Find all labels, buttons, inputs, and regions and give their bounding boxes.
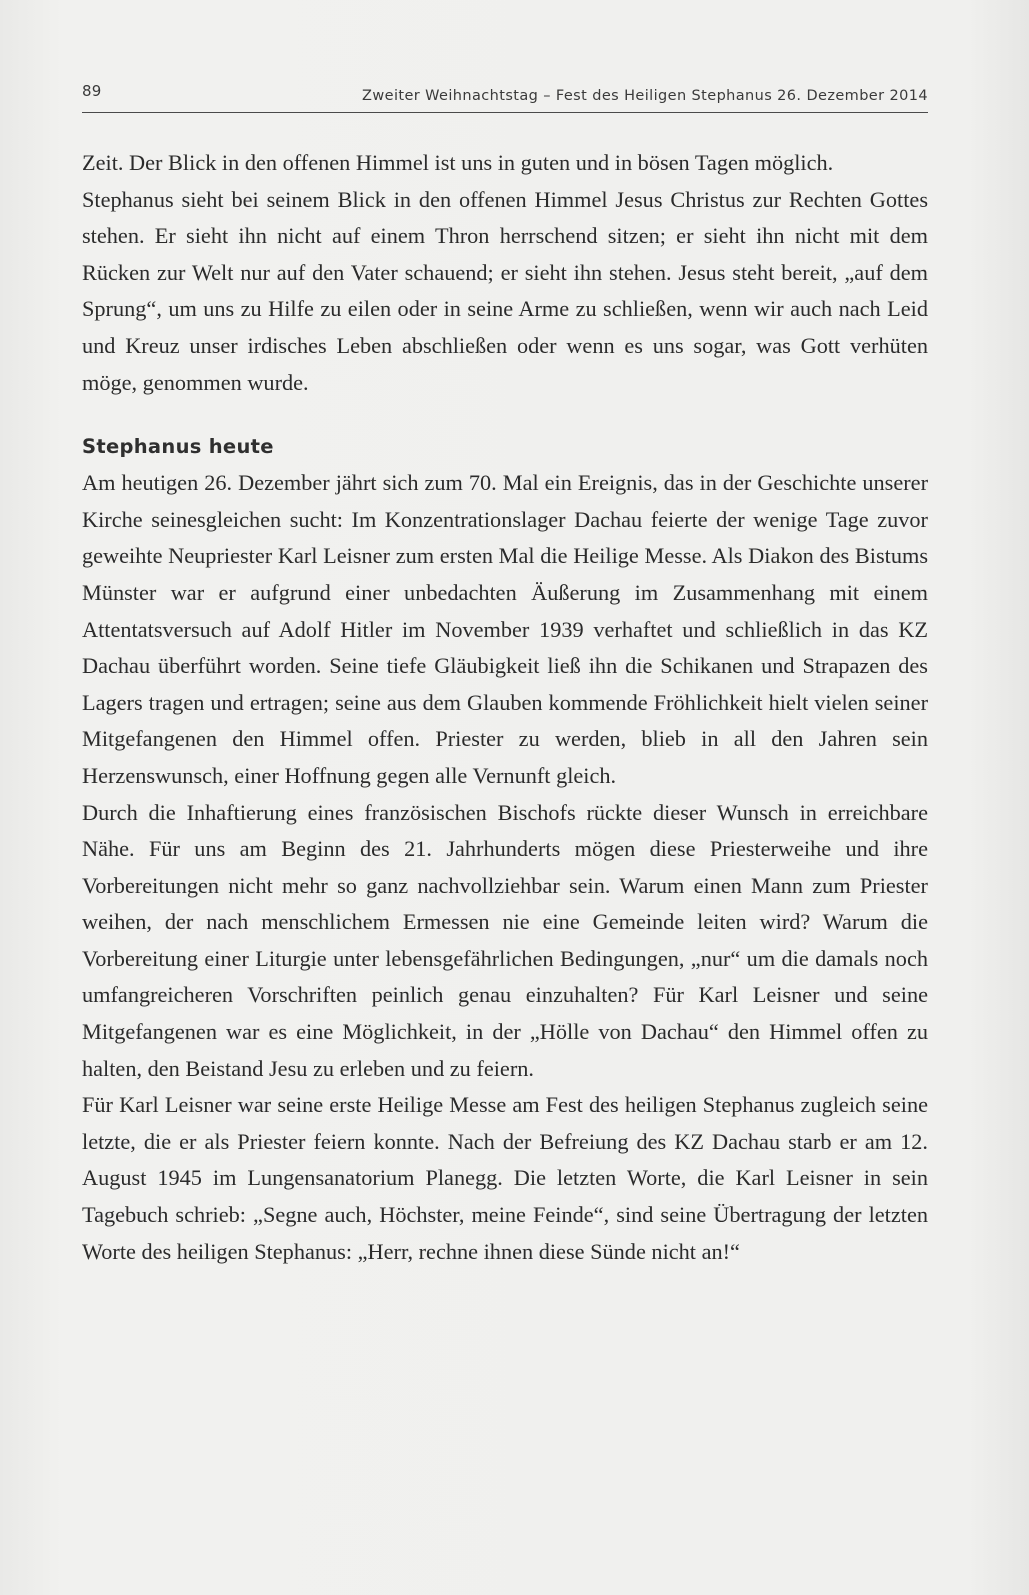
section-heading: Stephanus heute	[82, 435, 274, 459]
running-title: Zweiter Weihnachtstag – Fest des Heiligen Stephanus 26. Dezember 2014	[362, 88, 928, 104]
paragraph: Für Karl Leisner war seine erste Heilige Messe am Fest des heiligen Stephanus zugleich seine letzte, die er als Priester feiern konnte. Nach der Befreiung des KZ Dachau starb er am 12. August 1945 im Lungensanatorium Planegg. Die letzten Worte, die Karl Leisner in sein Tagebuch schrieb: „Segne auch, Höchster, meine Feinde“, sind seine Übertragung der letzten Worte des heiligen Stephanus: „Herr, rechne ihnen diese Sünde nicht an!“	[82, 1092, 928, 1264]
paragraph: Durch die Inhaftierung eines französischen Bischofs rückte dieser Wunsch in erreichbare Nähe. Für uns am Beginn des 21. Jahrhunderts mögen diese Priesterweihe und ihre Vorbereitungen nicht mehr so ganz nachvollziehbar sein. Warum einen Mann zum Priester weihen, der nach menschlichem Ermessen nie eine Gemeinde leiten wird? Warum die Vorbereitung einer Liturgie unter lebensgefährlichen Bedingungen, „nur“ um die damals noch umfangreicheren Vorschriften peinlich genau einzuhalten? Für Karl Leisner und seine Mitgefangenen war es eine Möglichkeit, in der „Hölle von Dachau“ den Himmel offen zu halten, den Beistand Jesu zu erleben und zu feiern.	[82, 799, 928, 1081]
paragraph: Zeit. Der Blick in den offenen Himmel ist uns in guten und in bösen Tagen möglich.	[82, 150, 834, 175]
paragraph: Am heutigen 26. Dezember jährt sich zum 70. Mal ein Ereignis, das in der Geschichte unserer Kirche seinesgleichen sucht: Im Konzentrationslager Dachau feierte der wenige Tage zuvor geweihte Neupriester Karl Leisner zum ersten Mal die Heilige Messe. Als Diakon des Bistums Münster war er aufgrund einer unbedachten Äußerung im Zusammenhang mit einem Attentatsversuch auf Adolf Hitler im November 1939 verhaftet und schließlich in das KZ Dachau überführt worden. Seine tiefe Gläubigkeit ließ ihn die Schikanen und Strapazen des Lagers tragen und ertragen; seine aus dem Glauben kommende Fröhlichkeit hielt vielen seiner Mitgefangenen den Himmel offen. Priester zu werden, blieb in all den Jahren sein Herzenswunsch, einer Hoffnung gegen alle Vernunft gleich.	[82, 470, 928, 788]
page-header	[82, 80, 928, 113]
page-body	[82, 145, 928, 1270]
paragraph: Stephanus sieht bei seinem Blick in den offenen Himmel Jesus Christus zur Rechten Gottes stehen. Er sieht ihn nicht auf einem Thron herrschend sitzen; er sieht ihn nicht mit dem Rücken zur Welt nur auf den Vater schauend; er sieht ihn stehen. Jesus steht bereit, „auf dem Sprung“, um uns zu Hilfe zu eilen oder in seine Arme zu schließen, wenn wir auch nach Leid und Kreuz unser irdisches Leben abschließen oder wenn es uns sogar, was Gott verhüten möge, genommen wurde.	[82, 186, 928, 395]
page-number: 89	[82, 82, 102, 100]
